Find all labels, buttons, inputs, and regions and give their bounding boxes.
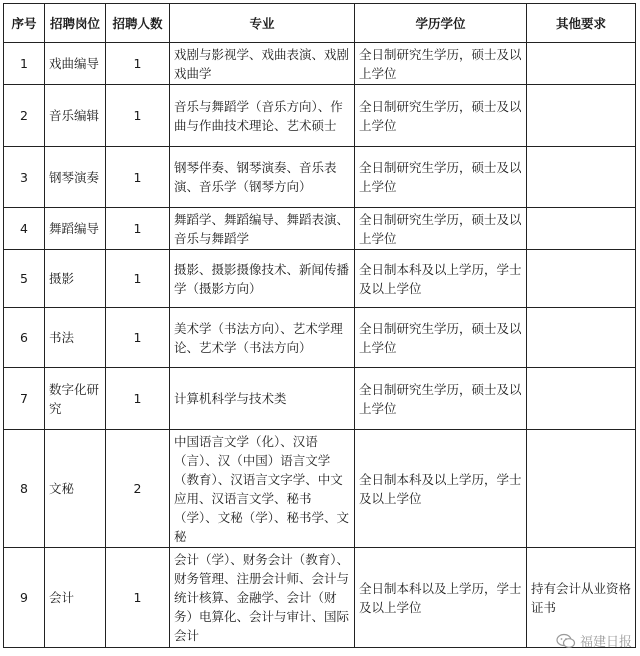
row-major: 戏剧与影视学、戏曲表演、戏剧戏曲学 [170, 43, 355, 85]
watermark-text: 福建日报 [579, 635, 632, 650]
row-degree: 全日制研究生学历，硕士及以上学位 [355, 43, 527, 85]
row-post: 书法 [45, 308, 106, 368]
row-post: 音乐编辑 [45, 85, 106, 147]
row-major: 计算机科学与技术类 [170, 368, 355, 430]
row-count: 1 [106, 250, 170, 308]
header-no: 序号 [4, 4, 45, 43]
header-degree: 学历学位 [355, 4, 527, 43]
row-major: 摄影、摄影摄像技术、新闻传播学（摄影方向） [170, 250, 355, 308]
row-other [527, 85, 636, 147]
row-post: 数字化研究 [45, 368, 106, 430]
row-count: 1 [106, 147, 170, 208]
row-no: 8 [4, 430, 45, 548]
row-count: 2 [106, 430, 170, 548]
row-other [527, 368, 636, 430]
row-major: 舞蹈学、舞蹈编导、舞蹈表演、音乐与舞蹈学 [170, 208, 355, 250]
row-other [527, 43, 636, 85]
row-post: 舞蹈编导 [45, 208, 106, 250]
row-no: 1 [4, 43, 45, 85]
row-degree: 全日制研究生学历，硕士及以上学位 [355, 368, 527, 430]
table-header-row [4, 4, 636, 43]
table-row [4, 548, 636, 648]
row-no: 5 [4, 250, 45, 308]
row-degree: 全日制研究生学历，硕士及以上学位 [355, 147, 527, 208]
row-post: 会计 [45, 548, 106, 648]
table-row [4, 147, 636, 208]
row-no: 2 [4, 85, 45, 147]
header-major: 专业 [170, 4, 355, 43]
table-row [4, 250, 636, 308]
row-degree: 全日制研究生学历，硕士及以上学位 [355, 208, 527, 250]
table-row [4, 85, 636, 147]
row-degree: 全日制研究生学历，硕士及以上学位 [355, 308, 527, 368]
header-post: 招聘岗位 [45, 4, 106, 43]
row-post: 摄影 [45, 250, 106, 308]
table-row [4, 368, 636, 430]
row-other [527, 308, 636, 368]
header-count: 招聘人数 [106, 4, 170, 43]
table-row [4, 208, 636, 250]
row-major: 音乐与舞蹈学（音乐方向）、作曲与作曲技术理论、艺术硕士 [170, 85, 355, 147]
row-major: 钢琴伴奏、钢琴演奏、音乐表演、音乐学（钢琴方向） [170, 147, 355, 208]
row-no: 9 [4, 548, 45, 648]
row-major: 中国语言文学（化）、汉语（言）、汉（中国）语言文学（教育）、汉语言文字学、中文应用、汉语言文学、秘书（学）、文秘（学）、秘书学、文秘 [170, 430, 355, 548]
row-count: 1 [106, 208, 170, 250]
table-row [4, 430, 636, 548]
row-count: 1 [106, 43, 170, 85]
row-post: 戏曲编导 [45, 43, 106, 85]
row-other: 持有会计从业资格证书 [527, 548, 636, 648]
row-count: 1 [106, 308, 170, 368]
row-degree: 全日制本科及以上学历，学士及以上学位 [355, 250, 527, 308]
row-no: 4 [4, 208, 45, 250]
recruitment-table [3, 3, 636, 648]
row-count: 1 [106, 368, 170, 430]
row-count: 1 [106, 548, 170, 648]
row-other [527, 208, 636, 250]
row-post: 文秘 [45, 430, 106, 548]
row-degree: 全日制研究生学历，硕士及以上学位 [355, 85, 527, 147]
table-row [4, 308, 636, 368]
row-degree: 全日制本科及以上学历，学士及以上学位 [355, 430, 527, 548]
wechat-icon [556, 633, 576, 649]
row-post: 钢琴演奏 [45, 147, 106, 208]
row-other [527, 147, 636, 208]
table-row [4, 43, 636, 85]
row-other [527, 430, 636, 548]
watermark [556, 631, 632, 650]
header-other: 其他要求 [527, 4, 636, 43]
row-no: 7 [4, 368, 45, 430]
row-major: 会计（学）、财务会计（教育）、财务管理、注册会计师、会计与统计核算、金融学、会计（财务）电算化、会计与审计、国际会计 [170, 548, 355, 648]
row-no: 3 [4, 147, 45, 208]
row-other [527, 250, 636, 308]
row-count: 1 [106, 85, 170, 147]
row-major: 美术学（书法方向）、艺术学理论、艺术学（书法方向） [170, 308, 355, 368]
row-degree: 全日制本科以及上学历，学士及以上学位 [355, 548, 527, 648]
row-no: 6 [4, 308, 45, 368]
